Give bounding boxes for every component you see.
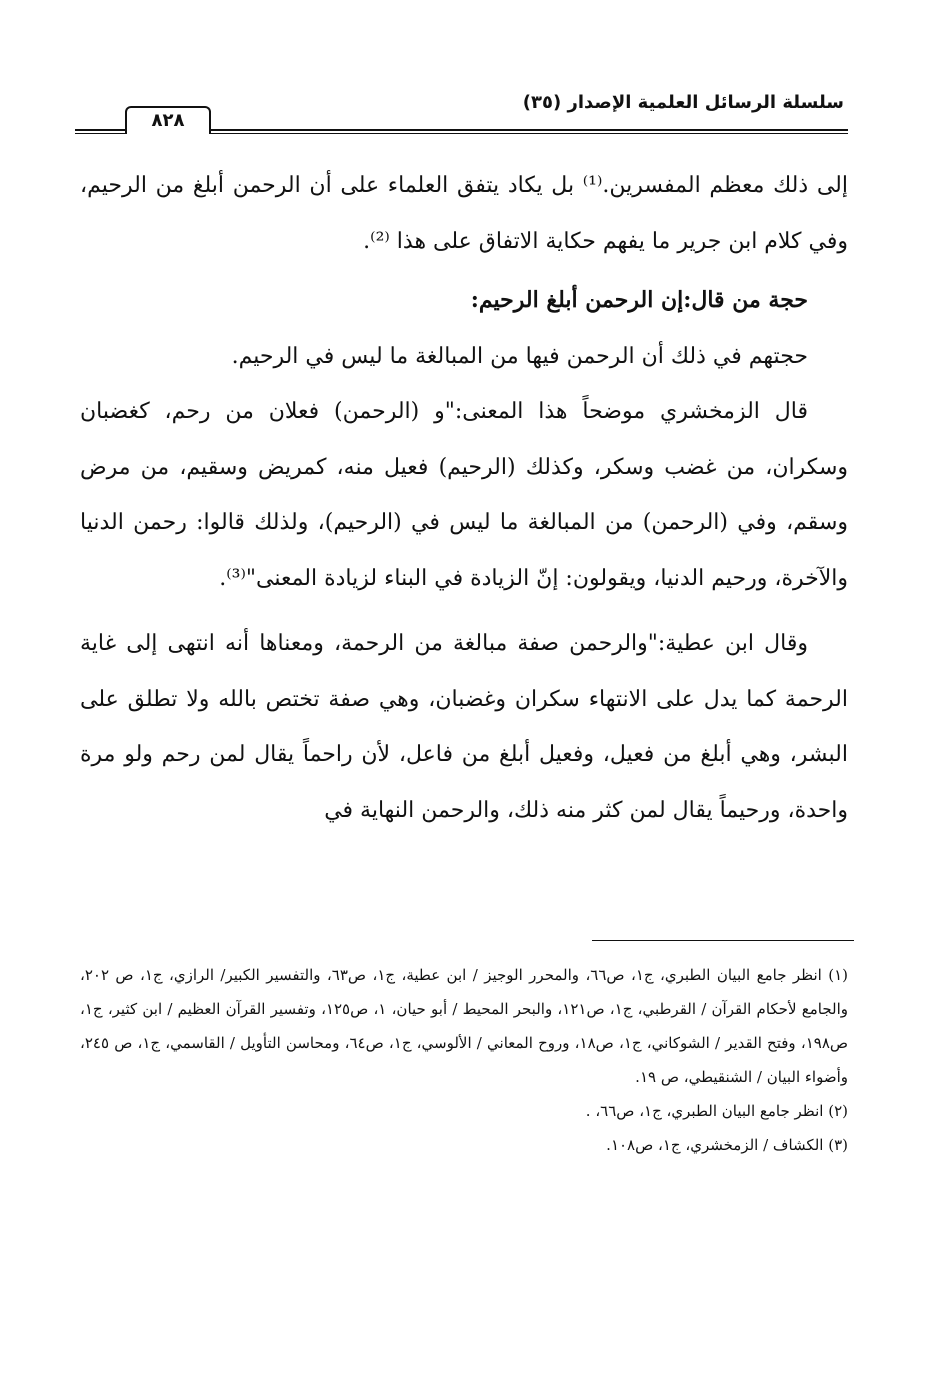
paragraph-zamakhshari-quote: قال الزمخشري موضحاً هذا المعنى:"و (الرحمن) فعلان من رحم، كغضبان وسكران، من غضب وسكر، وكذلك (الرحيم) فعيل منه، كمريض وسقيم، من مرض وسقم، وفي (الرحمن) من المبالغة ما ليس في (الرحيم)، ولذلك قالوا: رحمن الدنيا والآخرة، ورحيم الدنيا، ويقولون: إنّ الزيادة في البناء لزيادة المعنى"⁽³⁾. [80, 399, 848, 591]
paragraph-argument: حجتهم في ذلك أن الرحمن فيها من المبالغة ما ليس في الرحيم. [231, 343, 808, 369]
footnote-2: (٢) انظر جامع البيان الطبري، ج١، ص٦٦، . [585, 1102, 848, 1120]
footnotes [80, 958, 848, 1162]
paragraph-ibn-atiyya-quote: وقال ابن عطية:"والرحمن صفة مبالغة من الرحمة، ومعناها أنه انتهى إلى غاية الرحمة كما يدل على الانتهاء سكران وغضبان، وهي صفة تختص بالله ولا تطلق على البشر، وهي أبلغ من فعيل، وفعيل أبلغ من فاعل، لأن راحماً يقال لمن رحم ولو مرة واحدة، ورحيماً يقال لمن كثر منه ذلك، والرحمن النهاية في [80, 631, 848, 823]
page-number: ٨٢٨ [125, 106, 211, 134]
paragraph-continuation: إلى ذلك معظم المفسرين.⁽¹⁾ بل يكاد يتفق العلماء على أن الرحمن أبلغ من الرحيم، وفي كلام ابن جرير ما يفهم حكاية الاتفاق على هذا ⁽²⁾. [80, 173, 849, 254]
main-text [80, 158, 848, 838]
series-title: سلسلة الرسائل العلمية الإصدار (٣٥) [522, 92, 844, 113]
page-header [75, 84, 848, 134]
section-heading: حجة من قال:إن الرحمن أبلغ الرحيم: [470, 287, 808, 313]
footnote-3: (٣) الكشاف / الزمخشري، ج١، ص١٠٨. [606, 1136, 848, 1154]
footnote-separator [592, 940, 854, 941]
footnote-1: (١) انظر جامع البيان الطبري، ج١، ص٦٦، والمحرر الوجيز / ابن عطية، ج١، ص٦٣، والتفسير الكبير/ الرازي، ج١، ص ٢٠٢، والجامع لأحكام القرآن / القرطبي، ج١، ص١٢١، والبحر المحيط / أبو حيان، ١، ص١٢٥، وتفسير القرآن العظيم / ابن كثير، ج١، ص١٩٨، وفتح القدير / الشوكاني، ج١، ص١٨، وروح المعاني / الألوسي، ج١، ص٦٤، ومحاسن التأويل / القاسمي، ج١، ص ٢٤٥، وأضواء البيان / الشنقيطي، ص ١٩. [80, 966, 849, 1086]
